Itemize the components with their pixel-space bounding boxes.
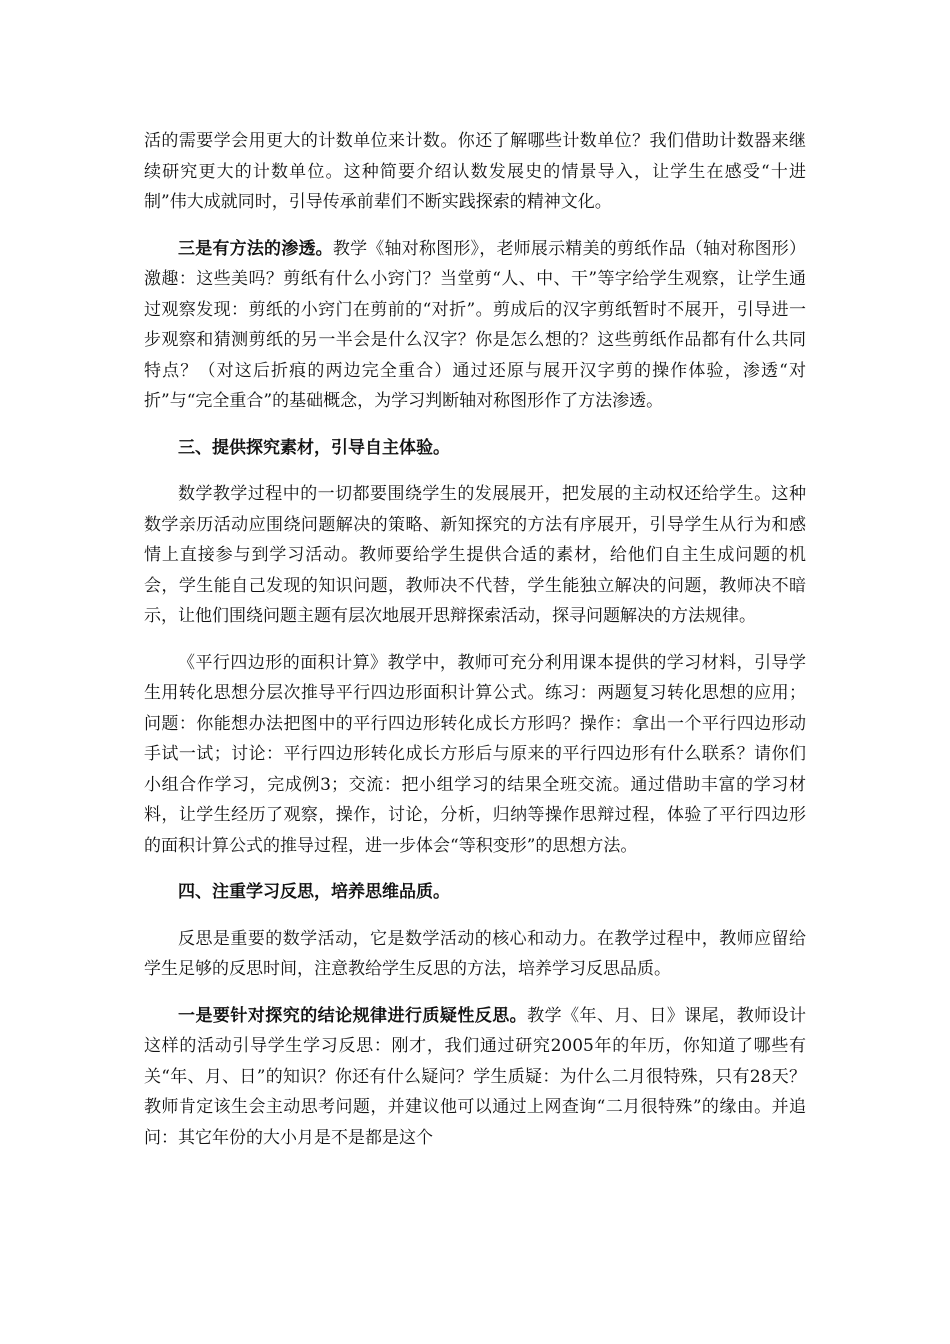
paragraph-method-penetration: [144, 234, 806, 417]
paragraph-parallelogram-example: 《平行四边形的面积计算》教学中，教师可充分利用课本提供的学习材料，引导学生用转化思想分层次推导平行四边形面积计算公式。练习：两题复习转化思想的应用；问题：你能想办法把图中的平行四边形转化成长方形吗？操作：拿出一个平行四边形动手试一试；讨论：平行四边形转化成长方形后与原来的平行四边形有什么联系？请你们小组合作学习，完成例3；交流：把小组学习的结果全班交流。通过借助丰富的学习材料，让学生经历了观察，操作，讨论，分析，归纳等操作思辩过程，体验了平行四边形的面积计算公式的推导过程，进一步体会“等积变形”的思想方法。: [144, 652, 806, 856]
paragraph-continued-intro: 活的需要学会用更大的计数单位来计数。你还了解哪些计数单位？我们借助计数器来继续研究更大的计数单位。这种简要介绍认数发展史的情景导入，让学生在感受“十进制”伟大成就同时，引导传承前辈们不断实践探索的精神文化。: [144, 131, 806, 212]
paragraph-exploration: 数学教学过程中的一切都要围绕学生的发展展开，把发展的主动权还给学生。这种数学亲历活动应围绕问题解决的策略、新知探究的方法有序展开，引导学生从行为和感情上直接参与到学习活动。教师要给学生提供合适的素材，给他们自主生成问题的机会，学生能自己发现的知识问题，教师决不代替，学生能独立解决的问题，教师决不暗示，让他们围绕问题主题有层次地展开思辩探索活动，探寻问题解决的方法规律。: [144, 484, 806, 626]
section-heading-4: 四、注重学习反思，培养思维品质。: [178, 882, 450, 902]
paragraph-lead-bold: 一是要针对探究的结论规律进行质疑性反思。: [178, 1005, 528, 1026]
paragraph-reflection: 反思是重要的数学活动，它是数学活动的核心和动力。在教学过程中，教师应留给学生足够的反思时间，注意教给学生反思的方法，培养学习反思品质。: [144, 928, 806, 979]
paragraph-text: 教学《轴对称图形》，老师展示精美的剪纸作品（轴对称图形）激趣：这些美吗？剪纸有什么小窍门？当堂剪“人、中、干”等字给学生观察，让学生通过观察发现：剪纸的小窍门在剪前的“对折”。剪成后的汉字剪纸暂时不展开，引导进一步观察和猜测剪纸的另一半会是什么汉字？你是怎么想的？这些剪纸作品都有什么共同特点？（对这后折痕的两边完全重合）通过还原与展开汉字剪的操作体验，渗透“对折”与“完全重合”的基础概念，为学习判断轴对称图形作了方法渗透。: [144, 238, 806, 411]
document-body: [144, 126, 806, 1169]
paragraph-lead-bold: 三是有方法的渗透。: [178, 238, 333, 259]
section-heading-3: 三、提供探究素材，引导自主体验。: [178, 437, 450, 458]
paragraph-text: 教学《年、月、日》课尾，教师设计这样的活动引导学生学习反思：刚才，我们通过研究2005年的年历，你知道了哪些有关“年、月、日”的知识？你还有什么疑问？学生质疑：为什么二月很特殊，只有28天？教师肯定该生会主动思考问题，并建议他可以通过上网查询“二月很特殊”的缘由。并追问：其它年份的大小月是不是都是这个: [144, 1005, 807, 1148]
paragraph-questioning-reflection: [144, 1001, 806, 1154]
